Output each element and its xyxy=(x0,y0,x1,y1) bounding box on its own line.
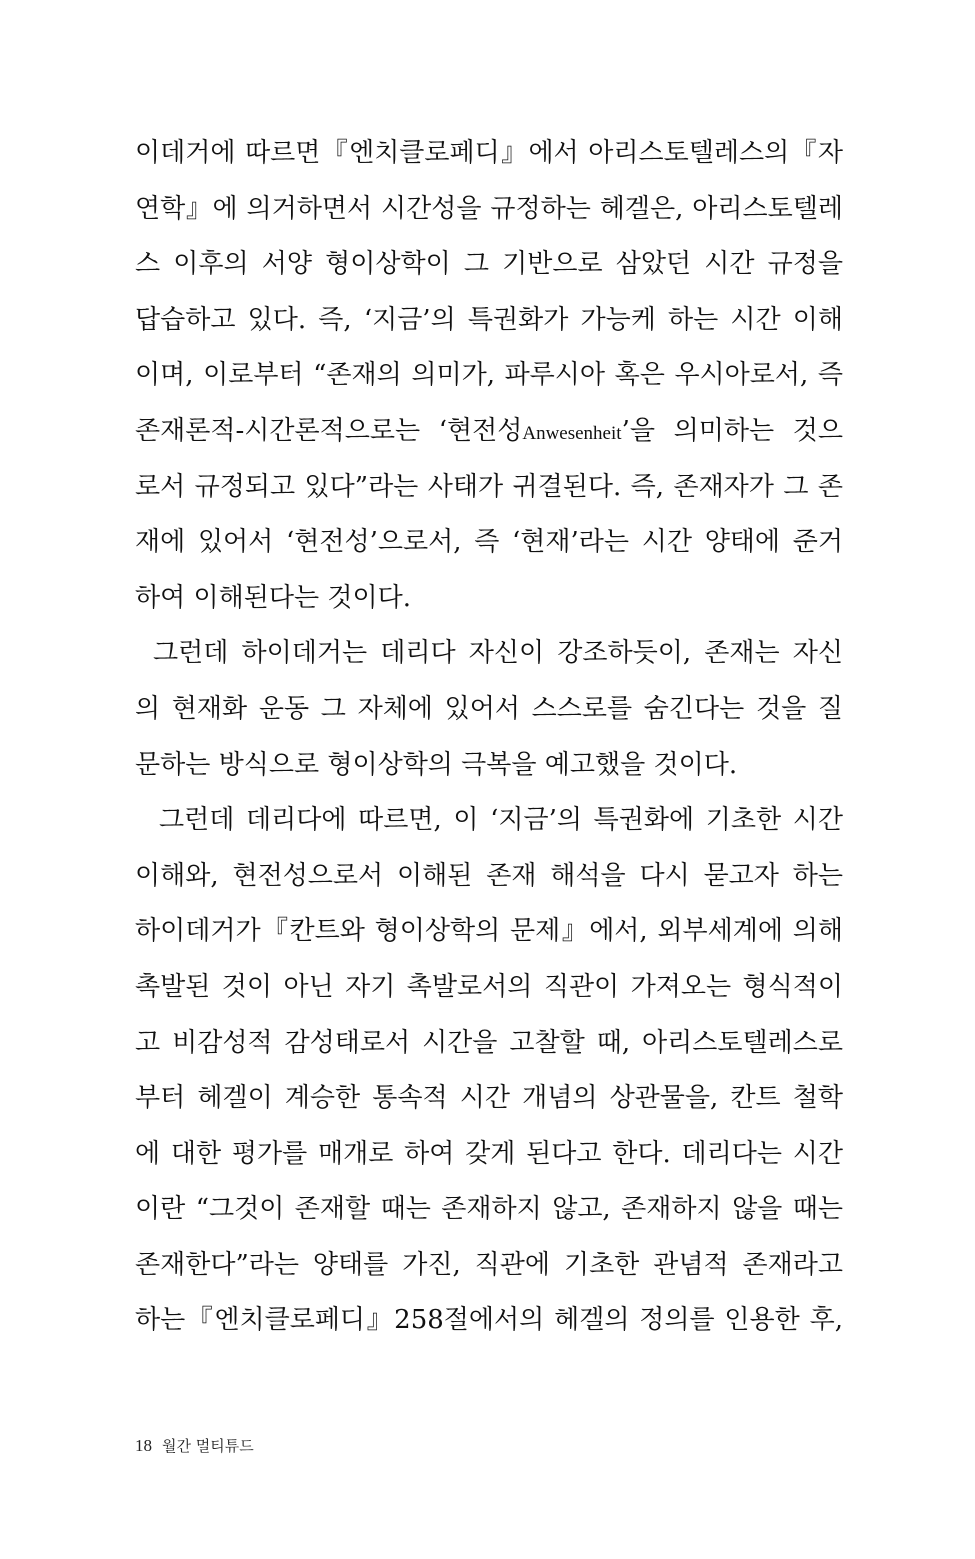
text-line: 존재한다”라는 양태를 가진, 직관에 기초한 관념적 존재라고 xyxy=(135,1249,843,1280)
text-segment: 존재론적-시간론적으로는 ‘현전성 xyxy=(135,415,523,446)
text-line-with-term xyxy=(135,404,843,460)
text-line: 스 이후의 서양 형이상학이 그 기반으로 삼았던 시간 규정을 xyxy=(135,249,843,280)
text-line: 촉발된 것이 아닌 자기 촉발로서의 직관이 가져오는 형식적이 xyxy=(135,971,843,1002)
page-number: 18 xyxy=(135,1436,152,1455)
text-line: 이데거에 따르면『엔치클로페디』에서 아리스토텔레스의『자 xyxy=(135,138,843,168)
text-line: 답습하고 있다. 즉, ‘지금’의 특권화가 가능케 하는 시간 이해 xyxy=(135,304,843,335)
text-line: 하이데거가『칸트와 형이상학의 문제』에서, 외부세계에 의해 xyxy=(135,916,843,947)
magazine-title: 월간 멀티튜드 xyxy=(162,1437,254,1455)
text-line: 문하는 방식으로 형이상학의 극복을 예고했을 것이다. xyxy=(135,749,738,780)
text-line: 로서 규정되고 있다”라는 사태가 귀결된다. 즉, 존재자가 그 존 xyxy=(135,471,843,502)
text-line: 재에 있어서 ‘현전성’으로서, 즉 ‘현재’라는 시간 양태에 준거 xyxy=(135,527,843,558)
paragraph-first-line: 그런데 하이데거는 데리다 자신이 강조하듯이, 존재는 자신 xyxy=(153,638,843,669)
page-footer xyxy=(135,1434,254,1458)
text-line: 의 현재화 운동 그 자체에 있어서 스스로를 숨긴다는 것을 질 xyxy=(135,693,843,724)
text-segment: ’을 의미하는 것으 xyxy=(621,415,843,446)
text-line: 에 대한 평가를 매개로 하여 갖게 된다고 한다. 데리다는 시간 xyxy=(135,1138,843,1169)
text-line: 고 비감성적 감성태로서 시간을 고찰할 때, 아리스토텔레스로 xyxy=(135,1027,843,1058)
body-text xyxy=(135,126,843,1349)
text-line: 하는『엔치클로페디』258절에서의 헤겔의 정의를 인용한 후, xyxy=(135,1305,843,1336)
text-line: 이며, 이로부터 “존재의 의미가, 파루시아 혹은 우시아로서, 즉 xyxy=(135,360,843,391)
text-line: 하여 이해된다는 것이다. xyxy=(135,582,411,613)
text-line: 이란 “그것이 존재할 때는 존재하지 않고, 존재하지 않을 때는 xyxy=(135,1194,843,1225)
text-line: 이해와, 현전성으로서 이해된 존재 해석을 다시 묻고자 하는 xyxy=(135,860,843,891)
paragraph-first-line: 그런데 데리다에 따르면, 이 ‘지금’의 특권화에 기초한 시간 xyxy=(159,805,843,836)
text-line: 부터 헤겔이 계승한 통속적 시간 개념의 상관물을, 칸트 철학 xyxy=(135,1083,843,1114)
text-line: 연학』에 의거하면서 시간성을 규정하는 헤겔은, 아리스토텔레 xyxy=(135,193,843,224)
german-term: Anwesenheit xyxy=(522,422,622,444)
